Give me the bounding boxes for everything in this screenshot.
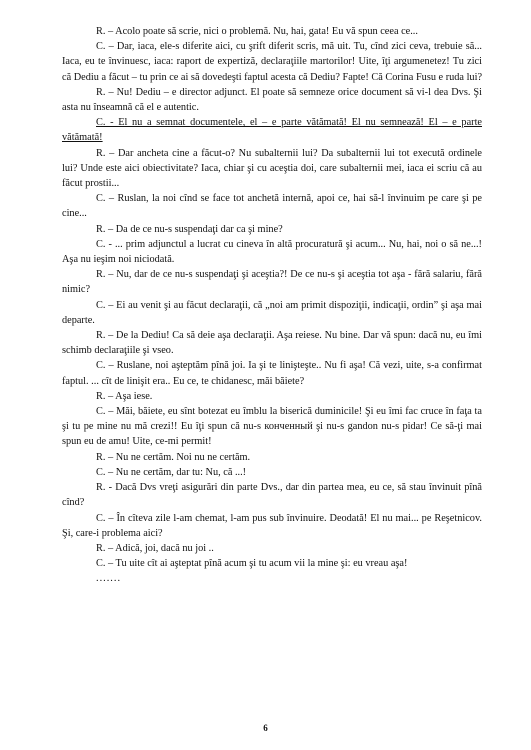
page-number: 6 [263,723,268,733]
paragraph-15: R. – Nu ne certăm. Noi nu ne certăm. [96,451,251,463]
paragraph-13: R. – Aşa iese. [96,390,153,402]
paragraph-11: R. – De la Dediu! Ca să deie aşa declaraţii. Aşa reiese. Nu bine. Dar vă spun: dacă nu, eu îmi schimb declaraţiile şi vseo. [62,330,482,357]
paragraph-18: C. – În cîteva zile l-am chemat, l-am pus sub învinuire. Deodată! El nu mai... pe Reşetnicov. Şi, care-i problema aici? [62,512,482,539]
paragraph-4-underlined: C. - El nu a semnat documentele, el – e parte vătămată! El nu semnează! El – e parte vătămată! [62,117,482,144]
paragraph-19: R. – Adică, joi, dacă nu joi .. [96,542,214,554]
paragraph-6: C. – Ruslan, la noi cînd se face tot anchetă internă, apoi ce, hai să-l învinuim pe care şi pe cine... [62,193,482,220]
paragraph-12: C. – Ruslane, noi aşteptăm pînă joi. Ia şi te linişteşte.. Nu fi aşa! Că vezi, uite, s-a confirmat faptul. ... cît de linişit era.. Eu ce, te chidanesc, măi băiete? [62,360,482,387]
paragraph-1: R. – Acolo poate să scrie, nici o problemă. Nu, hai, gata! Eu vă spun ceea ce... [96,26,418,37]
paragraph-3: R. – Nu! Dediu – e director adjunct. El poate să semneze orice document să vi-l dea Dvs. Şi asta nu înseamnă că el e autentic. [62,86,482,114]
trailing-ellipsis: ....... [96,573,122,585]
transcript-body [62,24,482,587]
paragraph-5: R. – Dar ancheta cine a făcut-o? Nu subalternii lui? Da subalternii lui tot execută ordinele lui? Unde este aici obiectivitate? Iaca, chiar şi cu aceştia doi, care subalternii mei, iaca ei scriu că au făcut prostii... [62,147,482,190]
paragraph-2: C. – Dar, iaca, ele-s diferite aici, cu şrift diferit scris, mă uit. Tu, cînd zici ceva, trebuie să... Iaca, eu te învinuesc, iaca: raport de expertiză, declaraţiile martorilor! Uite, îţi argumenetez! Tu zici că Dediu a făcut – tu prin ce ai să dovedeşti faptul acesta că Dediu? Fapte! Că Corina Fusu e ruda lui? [62,41,483,83]
paragraph-7: R. – Da de ce nu-s suspendaţi dar ca şi mine? [96,223,283,235]
paragraph-16: C. – Nu ne certăm, dar tu: Nu, că ...! [96,466,247,478]
paragraph-8: C. - ... prim adjunctul a lucrat cu cineva în altă procuratură şi acum... Nu, hai, noi o să ne...! Aşa nu ieşim noi niciodată. [62,238,482,266]
paragraph-17: R. - Dacă Dvs vreţi asigurări din parte Dvs., dar din partea mea, eu ce, să stau învinuit pînă cînd? [62,482,482,509]
paragraph-10: C. – Ei au venit şi au făcut declaraţii, că „noi am primit dispoziţii, indicaţii, ordin” şi aşa mai departe. [62,299,482,326]
paragraph-14: C. – Măi, băiete, eu sînt botezat eu îmblu la biserică duminicile! Şi eu îmi fac cruce în faţa ta şi tu pe mine nu mă crezi!! Eu îţi spun că nu-s конченный şi nu-s gandon nu-s pidar! Ce să-ţi mai spun eu de amu! Uite, ce-mi permit! [62,406,482,448]
paragraph-20: C. – Tu uite cît ai aşteptat pînă acum şi tu acum vii la mine şi: eu vreau aşa! [96,558,408,570]
paragraph-9: R. – Nu, dar de ce nu-s suspendaţi şi aceştia?! De ce nu-s şi aceştia tot aşa - fără salariu, fără nimic? [62,269,482,296]
